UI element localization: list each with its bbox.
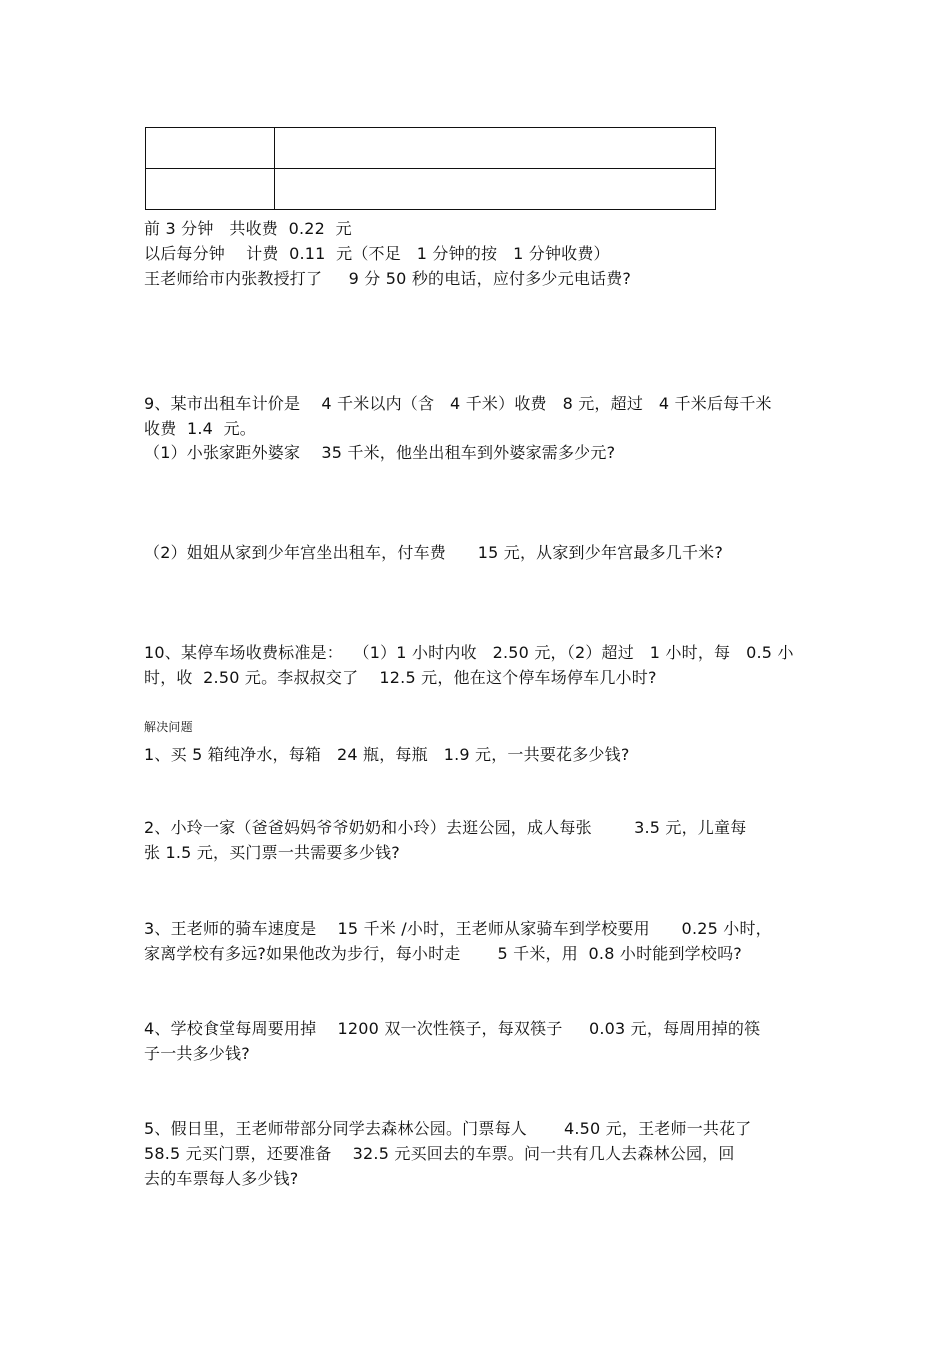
table-cell <box>275 128 716 169</box>
phone-question: 王老师给市内张教授打了 9 分 50 秒的电话，应付多少元电话费? <box>144 269 632 288</box>
fee-rule-line: 以后每分钟 计费 0.11 元（不足 1 分钟的按 1 分钟收费） <box>144 244 610 263</box>
problem-text: 子一共多少钱? <box>144 1044 250 1063</box>
problem-text: 3、王老师的骑车速度是 15 千米 /小时，王老师从家骑车到学校要用 0.25 小时， <box>144 919 772 938</box>
problem-text: 去的车票每人多少钱? <box>144 1169 299 1188</box>
problem-text: 5、假日里，王老师带部分同学去森林公园。门票每人 4.50 元，王老师一共花了 <box>144 1119 752 1138</box>
problem-text: 58.5 元买门票，还要准备 32.5 元买回去的车票。问一共有几人去森林公园，回 <box>144 1144 735 1163</box>
problem-text: 张 1.5 元，买门票一共需要多少钱? <box>144 843 400 862</box>
table-cell <box>146 169 275 210</box>
section-title: 解决问题 <box>144 720 193 734</box>
q9-text: 收费 1.4 元。 <box>144 419 256 438</box>
problem-text: 2、小玲一家（爸爸妈妈爷爷奶奶和小玲）去逛公园，成人每张 3.5 元，儿童每 <box>144 818 747 837</box>
q9-sub-question: （2）姐姐从家到少年宫坐出租车，付车费 15 元，从家到少年宫最多几千米? <box>144 543 724 562</box>
problem-text: 1、买 5 箱纯净水，每箱 24 瓶，每瓶 1.9 元，一共要花多少钱? <box>144 745 630 764</box>
table-cell <box>146 128 275 169</box>
table-row <box>146 169 716 210</box>
q10-text: 时，收 2.50 元。李叔叔交了 12.5 元，他在这个停车场停车几小时? <box>144 668 657 687</box>
problem-text: 4、学校食堂每周要用掉 1200 双一次性筷子，每双筷子 0.03 元，每周用掉的筷 <box>144 1019 761 1038</box>
q9-sub-question: （1）小张家距外婆家 35 千米，他坐出租车到外婆家需多少元? <box>144 443 616 462</box>
table-row <box>146 128 716 169</box>
table-cell <box>275 169 716 210</box>
q9-text: 9、某市出租车计价是 4 千米以内（含 4 千米）收费 8 元，超过 4 千米后每千米 <box>144 394 772 413</box>
blank-fee-table <box>145 127 716 210</box>
problem-text: 家离学校有多远?如果他改为步行，每小时走 5 千米，用 0.8 小时能到学校吗? <box>144 944 742 963</box>
fee-rule-line: 前 3 分钟 共收费 0.22 元 <box>144 219 352 238</box>
q10-text: 10、某停车场收费标准是： （1）1 小时内收 2.50 元，（2）超过 1 小时，每 0.5 小 <box>144 643 794 662</box>
